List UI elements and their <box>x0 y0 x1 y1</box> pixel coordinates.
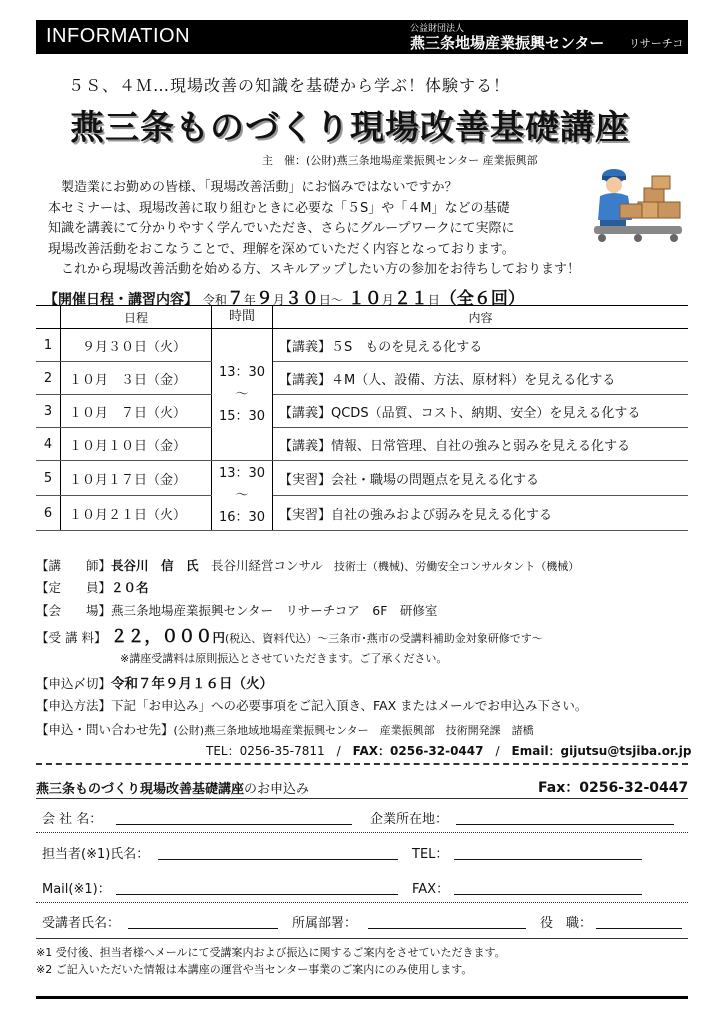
date-d1: ３０ <box>284 289 319 309</box>
dept-input[interactable] <box>368 928 526 929</box>
form-title <box>36 778 309 797</box>
table-row <box>36 496 688 531</box>
tel-input[interactable] <box>454 859 642 860</box>
mail-label: Mail(※1)： <box>42 882 111 897</box>
time-end: 15：30 <box>218 408 266 424</box>
lecturer-row <box>36 556 579 574</box>
position-label: 役 職： <box>540 916 593 931</box>
address-input[interactable] <box>456 824 674 825</box>
row-date: １０月１７日（金） <box>61 461 212 496</box>
note-1: ※1 受付後、担当者様へメールにて受講案内および振込に関するご案内をさせていただきます。 <box>36 946 506 959</box>
time-slot-b <box>212 461 273 531</box>
form-divider <box>36 832 688 833</box>
attendee-input[interactable] <box>128 928 278 929</box>
contact-tel: TEL：0256-35-7811 / <box>206 744 353 758</box>
date-mo2: 月 <box>381 293 394 307</box>
contact-email: Email：gijutsu@tsjiba.or.jp <box>511 744 692 758</box>
col-date: 日程 <box>61 306 212 329</box>
mail-input[interactable] <box>116 894 398 895</box>
tel-label: TEL： <box>412 847 449 862</box>
fee-unit: 円 <box>212 630 225 645</box>
date-m2: １０ <box>347 289 382 309</box>
subtitle: ５Ｓ、４Ｍ…現場改善の知識を基礎から学ぶ！体験する！ <box>68 76 511 95</box>
intro-line: 現場改善活動をおこなうことで、理解を深めていただく内容となっております。 <box>48 241 515 257</box>
bottom-rule <box>36 996 688 999</box>
table-row <box>36 362 688 395</box>
address-label: 企業所在地： <box>370 812 449 827</box>
col-time: 時間 <box>212 306 273 329</box>
fee-row <box>36 622 543 647</box>
page-title: 燕三条ものづくり現場改善基礎講座 <box>70 108 630 148</box>
row-date: １０月１０日（金） <box>61 428 212 461</box>
date-year: ７ <box>226 289 244 309</box>
lecturer-title: 技術士（機械)、労働安全コンサルタント（機械） <box>322 560 580 573</box>
table-header-row <box>36 306 688 329</box>
note-2: ※2 ご記入いただいた情報は本講座の運営や当センター事業のご案内にのみ使用します。 <box>36 963 473 976</box>
dept-label: 所属部署： <box>292 916 358 931</box>
attendee-label: 受講者氏名： <box>42 916 121 931</box>
org-sub: リサーチコア <box>629 37 684 66</box>
lecturer-label: 【講 師】 <box>36 558 112 573</box>
worker-illustration <box>592 168 684 246</box>
venue-label: 【会 場】 <box>36 603 112 618</box>
position-input[interactable] <box>596 928 682 929</box>
form-title-main: 燕三条ものづくり現場改善基礎講座 <box>36 782 245 797</box>
intro-line: 本セミナーは、現場改善に取り組むときに必要な「５S」や「４M」などの基礎 <box>48 200 510 216</box>
date-m1: ９ <box>255 289 273 309</box>
deadline-value: 令和７年９月１６日（火） <box>111 676 274 692</box>
fax-input[interactable] <box>454 894 642 895</box>
fee-label: 【受 講 料】 <box>36 630 107 645</box>
date-prefix: 令和 <box>202 293 227 307</box>
inquiry-label: 【申込・問い合わせ先】 <box>36 722 174 737</box>
row-no: 5 <box>36 461 61 496</box>
row-content: 【講義】４M（人、設備、方法、原材料）を見える化する <box>273 362 689 395</box>
date-total: （全６回） <box>439 289 525 309</box>
org-name: 燕三条地場産業振興センター <box>410 34 605 52</box>
form-divider <box>36 902 688 903</box>
header-bar <box>36 20 688 66</box>
table-row <box>36 461 688 496</box>
row-content: 【講義】QCDS（品質、コスト、納期、安全）を見える化する <box>273 395 689 428</box>
company-label: 会 社 名： <box>42 812 103 827</box>
date-d2: ２１ <box>393 289 428 309</box>
contact-line <box>206 742 691 759</box>
schedule-label: 【開催日程・講習内容】 <box>44 292 198 308</box>
capacity-value: ２０名 <box>111 580 149 595</box>
fee-note: (税込、資料代込）～三条市･燕市の受講料補助金対象研修です～ <box>224 632 543 645</box>
fax-label: FAX： <box>412 882 450 897</box>
schedule-table <box>36 305 688 531</box>
time-sep: ～ <box>235 487 249 503</box>
form-divider <box>36 938 688 939</box>
capacity-row <box>36 578 149 596</box>
time-slot-a <box>212 329 273 461</box>
inquiry-row <box>36 720 534 738</box>
fee-value: ２２，０００ <box>110 627 213 647</box>
time-sep: ～ <box>235 386 249 402</box>
row-no: 3 <box>36 395 61 428</box>
lecturer-name: 長谷川 信 氏 <box>111 558 199 573</box>
cut-line <box>36 763 688 765</box>
method-label: 【申込方法】 <box>36 698 112 713</box>
date-y: 年 <box>243 293 256 307</box>
contact-fax: FAX：0256-32-0447 <box>352 744 484 758</box>
time-start: 13：30 <box>218 465 266 481</box>
person-label: 担当者(※1)氏名： <box>42 847 150 862</box>
row-content: 【講義】情報、日常管理、自社の強みと弱みを見える化する <box>273 428 689 461</box>
method-value: 下記「お申込み」への必要事項をご記入頂き、FAX またはメールでお申込み下さい。 <box>111 698 588 713</box>
row-date: １０月２１日（火） <box>61 496 212 531</box>
row-date: １０月 ３日（金） <box>61 362 212 395</box>
row-date: １０月 ７日（火） <box>61 395 212 428</box>
row-content: 【実習】会社・職場の問題点を見える化する <box>273 461 689 496</box>
intro-text <box>48 178 668 281</box>
company-input[interactable] <box>116 824 352 825</box>
intro-line: これから現場改善活動を始める方、スキルアップしたい方の参加をお待ちしております！ <box>48 262 580 277</box>
organizer: 主 催：(公財)燕三条地場産業振興センター 産業振興部 <box>262 154 538 167</box>
col-content: 内容 <box>273 306 689 329</box>
table-row <box>36 395 688 428</box>
row-content: 【実習】自社の強みおよび弱みを見える化する <box>273 496 689 531</box>
form-title-suffix: のお申込み <box>244 782 310 797</box>
intro-line: 知識を講義にて分かりやすく学んでいただき、さらにグループワークにて実際に <box>48 221 515 236</box>
time-end: 16：30 <box>218 509 266 525</box>
person-input[interactable] <box>158 859 398 860</box>
deadline-row <box>36 672 273 692</box>
org-type: 公益財団法人 <box>410 24 465 34</box>
row-no: 2 <box>36 362 61 395</box>
row-no: 4 <box>36 428 61 461</box>
venue-row <box>36 601 437 619</box>
venue-value: 燕三条地場産業振興センター リサーチコア 6F 研修室 <box>111 603 438 618</box>
information-label: INFORMATION <box>46 25 191 47</box>
date-day: 日～ <box>318 293 343 307</box>
intro-line: 製造業にお勤めの皆様、「現場改善活動」にお悩みではないですか？ <box>48 180 458 195</box>
lecturer-org: 長谷川経営コンサル <box>198 558 323 573</box>
row-content: 【講義】５S ものを見える化する <box>273 329 689 362</box>
fee-note2: ※講座受講料は原則振込とさせていただきます。ご了承ください。 <box>120 652 448 665</box>
row-no: 6 <box>36 496 61 531</box>
form-divider <box>36 798 688 799</box>
col-no <box>36 306 61 329</box>
deadline-label: 【申込〆切】 <box>36 676 112 691</box>
inquiry-value: (公財)燕三条地域地場産業振興センター 産業振興部 技術開発課 諸橋 <box>173 724 534 737</box>
time-start: 13：30 <box>218 364 266 380</box>
date-mo: 月 <box>272 293 285 307</box>
date-day2: 日 <box>427 293 440 307</box>
form-notes <box>36 944 506 978</box>
row-no: 1 <box>36 329 61 362</box>
row-date: ９月３０日（火） <box>61 329 212 362</box>
table-row <box>36 329 688 362</box>
table-row <box>36 428 688 461</box>
capacity-label: 【定 員】 <box>36 580 112 595</box>
form-fax: Fax：0256-32-0447 <box>538 780 689 796</box>
method-row <box>36 696 587 714</box>
contact-sep: / <box>483 744 512 758</box>
